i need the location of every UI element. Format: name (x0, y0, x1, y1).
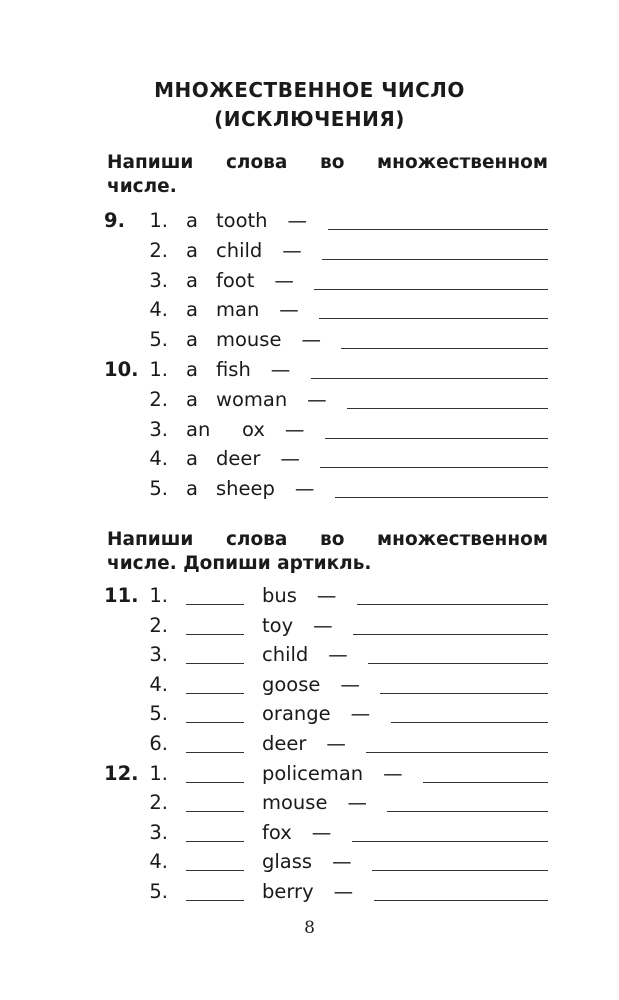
word: berry (262, 880, 314, 903)
dash: — (270, 358, 291, 381)
exercise-number: 11. (104, 584, 139, 607)
article: a (186, 328, 198, 352)
instruction-word: во (320, 152, 345, 173)
item-number: 3. (149, 643, 168, 667)
page-number: 8 (304, 918, 315, 938)
exercise-row (0, 386, 619, 414)
word: goose (262, 672, 321, 696)
word: foot (216, 268, 255, 292)
answer-line[interactable] (347, 408, 548, 409)
exercise-row (0, 848, 619, 876)
word: man (216, 298, 260, 322)
item-number: 1. (149, 761, 168, 785)
article: a (186, 387, 198, 411)
word: fox (262, 820, 292, 844)
exercise-row (0, 641, 619, 669)
dash: — (326, 732, 346, 755)
word: child (216, 238, 263, 262)
dash: — (282, 238, 302, 262)
answer-line[interactable] (325, 438, 548, 439)
item-number: 3. (149, 820, 168, 844)
answer-line[interactable] (328, 229, 548, 230)
answer-line[interactable] (322, 259, 548, 260)
item-number: 3. (149, 268, 168, 292)
instruction-word: во (320, 529, 345, 550)
word: mouse (262, 791, 328, 815)
dash: — (301, 328, 321, 352)
instruction-word: слова (225, 529, 288, 550)
dash: — (287, 209, 307, 232)
dash: — (294, 477, 315, 501)
article: an (186, 417, 211, 441)
article-blank[interactable] (186, 634, 244, 635)
article-blank[interactable] (186, 782, 244, 783)
article: a (186, 477, 198, 501)
word: bus (262, 584, 297, 607)
exercise-row (0, 582, 619, 610)
exercise-row (0, 878, 619, 906)
exercise-number: 9. (104, 209, 125, 232)
dash: — (383, 761, 403, 785)
word: glass (262, 850, 313, 874)
exercise-row (0, 237, 619, 265)
item-number: 5. (149, 880, 168, 903)
exercise-row (0, 789, 619, 817)
answer-line[interactable] (368, 663, 548, 664)
exercise-row (0, 612, 619, 640)
instruction-word: слова (225, 152, 288, 173)
dash: — (280, 447, 300, 471)
item-number: 4. (149, 850, 168, 874)
word: tooth (216, 209, 268, 232)
page-subtitle: (ИСКЛЮЧЕНИЯ) (214, 107, 405, 131)
answer-line[interactable] (374, 900, 548, 901)
exercise-row (0, 326, 619, 354)
dash: — (333, 880, 354, 903)
item-number: 1. (149, 209, 168, 232)
word: toy (262, 613, 294, 637)
answer-line[interactable] (335, 497, 548, 498)
answer-line[interactable] (387, 811, 548, 812)
dash: — (347, 791, 367, 815)
word: orange (262, 702, 331, 726)
exercise-number: 10. (104, 358, 139, 381)
answer-line[interactable] (423, 782, 548, 783)
dash: — (279, 298, 299, 322)
instruction-word: Напиши (107, 152, 194, 173)
article: a (186, 209, 198, 232)
word: sheep (216, 477, 275, 501)
dash: — (328, 643, 348, 667)
article-blank[interactable] (186, 870, 244, 871)
word: fish (216, 358, 251, 381)
word: policeman (262, 761, 364, 785)
item-number: 5. (149, 328, 168, 352)
dash: — (313, 613, 333, 637)
item-number: 2. (149, 238, 168, 262)
item-number: 4. (149, 298, 168, 322)
answer-line[interactable] (352, 841, 548, 842)
dash: — (307, 387, 327, 411)
exercise-number: 12. (104, 761, 139, 785)
item-number: 2. (149, 613, 168, 637)
exercise-row (0, 356, 619, 384)
dash: — (350, 702, 371, 726)
exercise-row (0, 760, 619, 788)
article-blank[interactable] (186, 900, 244, 901)
item-number: 1. (149, 358, 168, 381)
item-number: 2. (149, 791, 168, 815)
item-number: 4. (149, 672, 168, 696)
exercise-row (0, 475, 619, 503)
dash: — (340, 672, 360, 696)
exercise-row (0, 730, 619, 758)
answer-line[interactable] (372, 870, 548, 871)
exercise-row (0, 819, 619, 847)
word: woman (216, 387, 288, 411)
article-blank[interactable] (186, 752, 244, 753)
answer-line[interactable] (391, 722, 548, 723)
item-number: 5. (149, 477, 168, 501)
item-number: 3. (149, 417, 168, 441)
answer-line[interactable] (366, 752, 548, 753)
instruction-word: Напиши (107, 529, 194, 550)
article-blank[interactable] (186, 811, 244, 812)
exercise-row (0, 416, 619, 444)
article: a (186, 447, 198, 471)
answer-line[interactable] (341, 348, 548, 349)
word: deer (216, 447, 261, 471)
answer-line[interactable] (357, 604, 548, 605)
item-number: 6. (149, 732, 168, 755)
article: a (186, 298, 198, 322)
instruction-word: множественном (377, 152, 548, 173)
dash: — (274, 268, 294, 292)
exercise-row (0, 267, 619, 295)
instruction-line2: числе. (107, 176, 177, 197)
dash: — (284, 417, 305, 441)
word: deer (262, 732, 307, 755)
instruction-word: множественном (377, 529, 548, 550)
exercise-row (0, 700, 619, 728)
exercise-row (0, 671, 619, 699)
dash: — (316, 584, 337, 607)
dash: — (311, 820, 332, 844)
instruction-line2: числе. Допиши артикль. (107, 553, 372, 574)
section1-instruction (107, 151, 548, 199)
item-number: 5. (149, 702, 168, 726)
article: a (186, 358, 198, 381)
word: child (262, 643, 309, 667)
exercise-row (0, 296, 619, 324)
item-number: 1. (149, 584, 168, 607)
exercise-row (0, 445, 619, 473)
section2-instruction (107, 528, 548, 576)
article-blank[interactable] (186, 841, 244, 842)
article: a (186, 238, 198, 262)
item-number: 2. (149, 387, 168, 411)
article-blank[interactable] (186, 604, 244, 605)
word: ox (242, 417, 265, 441)
article: a (186, 268, 198, 292)
item-number: 4. (149, 447, 168, 471)
page-title: МНОЖЕСТВЕННОЕ ЧИСЛО (154, 78, 465, 102)
answer-line[interactable] (353, 634, 548, 635)
dash: — (332, 850, 352, 874)
word: mouse (216, 328, 282, 352)
answer-line[interactable] (320, 467, 548, 468)
article-blank[interactable] (186, 663, 244, 664)
answer-line[interactable] (311, 378, 548, 379)
article-blank[interactable] (186, 693, 244, 694)
article-blank[interactable] (186, 722, 244, 723)
answer-line[interactable] (319, 318, 548, 319)
answer-line[interactable] (314, 289, 548, 290)
answer-line[interactable] (380, 693, 548, 694)
exercise-row (0, 207, 619, 235)
